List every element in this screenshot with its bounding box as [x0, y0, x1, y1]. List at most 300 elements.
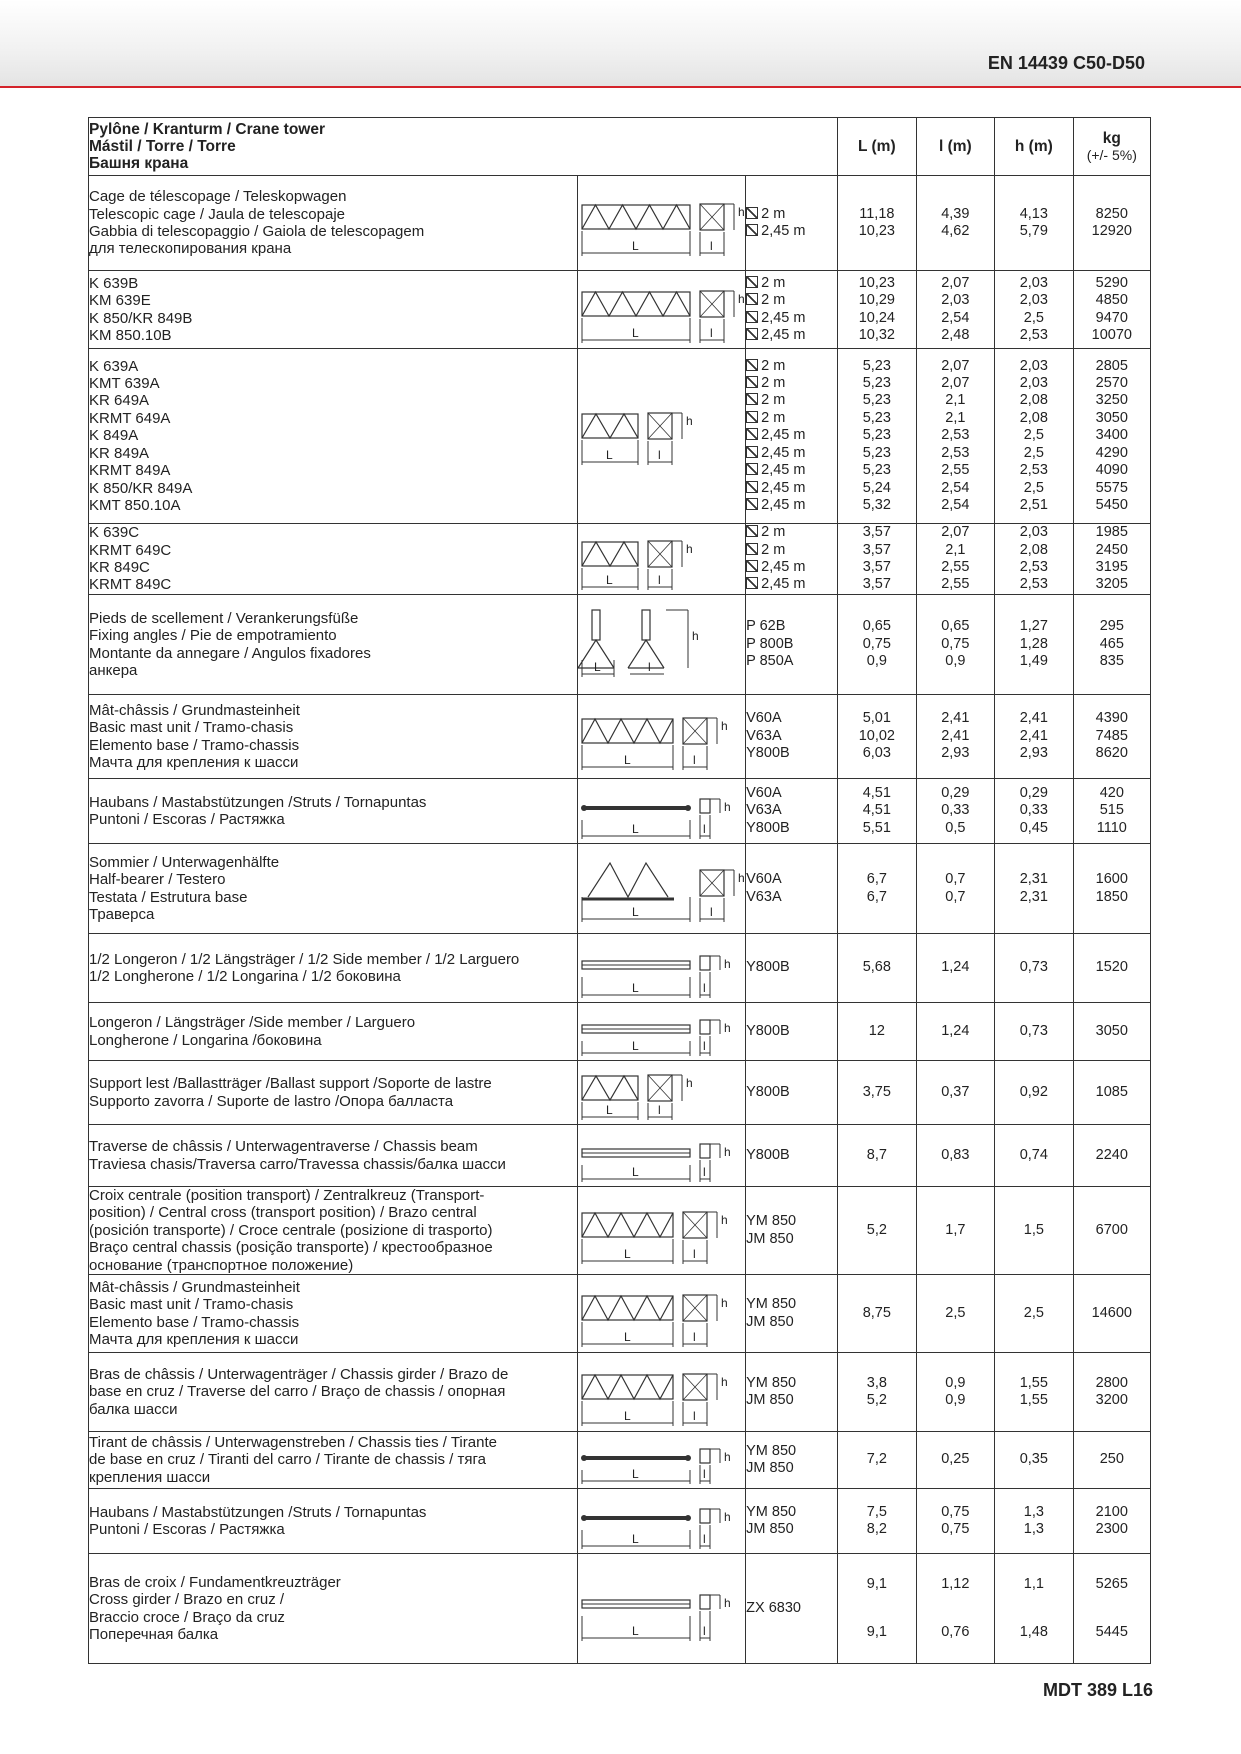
component-drawing	[577, 779, 745, 844]
component-description: K 639C KRMT 649C KR 849C KRMT 849C	[89, 524, 578, 595]
reference-value: 2,45 m	[761, 496, 806, 513]
square-section-icon	[746, 525, 758, 537]
height-value: 0,73	[1019, 1022, 1048, 1039]
reference-line	[746, 1392, 837, 1409]
height-value: 0,73	[1019, 959, 1048, 976]
component-drawing-svg	[578, 936, 731, 1001]
component-reference	[746, 1353, 838, 1432]
height-value: 4,13	[1019, 205, 1048, 222]
reference-line	[746, 410, 837, 427]
height-values	[995, 1187, 1074, 1275]
width-values	[916, 695, 995, 779]
component-description: K 639B KM 639E K 850/KR 849B KM 850.10B	[89, 271, 578, 349]
table-row	[89, 844, 1151, 934]
dimension-height-label: h	[685, 541, 693, 556]
reference-value: YM 850	[746, 1503, 797, 1520]
width-value: 2,93	[941, 745, 970, 762]
dimension-length-label: L	[623, 1246, 631, 1261]
reference-line	[746, 1314, 837, 1331]
weight-values	[1073, 176, 1150, 271]
component-description: K 639A KMT 639A KR 649A KRMT 649A K 849A KR 849A KRMT 849A K 850/KR 849A KMT 850.10A	[89, 349, 578, 524]
weight-values	[1073, 271, 1150, 349]
height-values	[995, 1061, 1074, 1125]
dimension-width-label: l	[709, 904, 713, 919]
dimension-height-label: h	[723, 956, 731, 971]
dimension-length-label: L	[623, 752, 631, 767]
length-value: 6,7	[866, 888, 887, 905]
weight-value: 8250	[1095, 205, 1128, 222]
height-value: 0,33	[1019, 802, 1048, 819]
dimension-width-label: l	[692, 1329, 696, 1344]
component-drawing	[577, 271, 745, 349]
weight-values	[1073, 1353, 1150, 1432]
length-values	[838, 176, 917, 271]
reference-value: P 800B	[746, 635, 794, 652]
width-values	[916, 595, 995, 695]
component-drawing-group	[581, 799, 731, 839]
square-section-icon	[746, 207, 758, 219]
length-value: 6,7	[866, 871, 887, 888]
weight-value: 3050	[1095, 409, 1128, 426]
width-value: 0,7	[945, 888, 966, 905]
reference-line	[746, 223, 837, 240]
length-values	[838, 1353, 917, 1432]
component-drawing-group	[582, 413, 693, 465]
reference-line	[746, 1023, 837, 1040]
square-section-icon	[746, 560, 758, 572]
length-value: 5,01	[862, 710, 891, 727]
height-values	[995, 1125, 1074, 1187]
length-value: 5,2	[866, 1221, 887, 1238]
length-value: 5,32	[862, 496, 891, 513]
dimension-length-label: L	[623, 1408, 631, 1423]
width-values	[916, 1489, 995, 1554]
length-value: 10,23	[858, 274, 895, 291]
component-description: Croix centrale (position transport) / Zentralkreuz (Transport- position) / Central cross (transport position) / Brazo central (posición transporte) / Croce centrale (posizione di trasporto) Braço central chassis (posição transporte) / крестообразное основание (транспортное положение)	[89, 1187, 578, 1275]
component-drawing	[577, 844, 745, 934]
component-drawing-group	[582, 1212, 728, 1264]
dimension-height-label: h	[691, 628, 699, 643]
reference-value: YM 850	[746, 1213, 797, 1230]
length-value: 9,1	[866, 1576, 887, 1593]
dimension-height-label: h	[720, 1295, 728, 1310]
height-value: 0,92	[1019, 1083, 1048, 1100]
dimension-width-label: l	[692, 1246, 696, 1261]
weight-values	[1073, 349, 1150, 524]
length-value: 8,7	[866, 1146, 887, 1163]
header-weight-unit: kg	[1102, 129, 1121, 147]
width-values	[916, 1125, 995, 1187]
component-drawing-svg	[578, 1189, 728, 1273]
height-values	[995, 595, 1074, 695]
reference-value: 2,45 m	[761, 326, 806, 343]
height-value: 0,35	[1019, 1451, 1048, 1468]
width-values	[916, 1275, 995, 1353]
width-value: 2,55	[941, 462, 970, 479]
weight-value: 4390	[1095, 710, 1128, 727]
reference-value: 2,45 m	[761, 223, 806, 239]
table-row	[89, 779, 1151, 844]
length-values	[838, 1489, 917, 1554]
reference-line	[746, 1460, 837, 1477]
table-row	[89, 1432, 1151, 1489]
component-drawing-group	[581, 1449, 731, 1484]
square-section-icon	[746, 481, 758, 493]
dimension-height-label: h	[685, 413, 693, 428]
table-row	[89, 1489, 1151, 1554]
weight-values	[1073, 1061, 1150, 1125]
dimension-height-label: h	[723, 1020, 731, 1035]
weight-value: 1600	[1095, 871, 1128, 888]
height-value: 1,48	[1019, 1623, 1048, 1640]
height-values	[995, 349, 1074, 524]
length-value: 10,32	[858, 326, 895, 343]
dimension-length-label: L	[593, 659, 601, 674]
dimension-width-label: l	[702, 1164, 706, 1179]
weight-value: 14600	[1091, 1304, 1132, 1321]
dimension-length-label: L	[605, 572, 613, 587]
reference-line	[746, 206, 837, 223]
reference-line	[746, 802, 837, 819]
width-values	[916, 1432, 995, 1489]
weight-value: 2570	[1095, 375, 1128, 392]
component-reference	[746, 1489, 838, 1554]
reference-value: V60A	[746, 784, 782, 801]
height-value: 2,03	[1019, 357, 1048, 374]
reference-value: 2,45 m	[761, 309, 806, 326]
component-drawing	[577, 1554, 745, 1664]
width-value: 2,1	[945, 409, 966, 426]
component-reference	[746, 1432, 838, 1489]
length-values	[838, 349, 917, 524]
weight-value: 4290	[1095, 444, 1128, 461]
reference-value: JM 850	[746, 1392, 794, 1409]
reference-value: P 850A	[746, 653, 794, 670]
reference-line	[746, 1504, 837, 1521]
table-row	[89, 595, 1151, 695]
dimension-length-label: L	[605, 1102, 613, 1117]
width-value: 2,54	[941, 479, 970, 496]
width-value: 2,41	[941, 710, 970, 727]
height-values	[995, 695, 1074, 779]
square-section-icon	[746, 293, 758, 305]
height-value: 2,03	[1019, 375, 1048, 392]
weight-value: 1985	[1095, 524, 1128, 541]
header-title	[89, 118, 838, 176]
header-rule	[0, 86, 1241, 88]
length-values	[838, 779, 917, 844]
height-value: 2,31	[1019, 871, 1048, 888]
dimension-length-label: L	[631, 1466, 639, 1481]
weight-value: 5290	[1095, 274, 1128, 291]
length-values	[838, 934, 917, 1003]
header-title-line: Mástil / Torre / Torre	[89, 138, 236, 155]
component-reference	[746, 595, 838, 695]
component-description: Bras de croix / Fundamentkreuzträger Cross girder / Brazo en cruz / Braccio croce / Braço da cruz Поперечная балка	[89, 1554, 578, 1664]
width-value: 2,07	[941, 274, 970, 291]
reference-line	[746, 462, 837, 479]
weight-value: 7485	[1095, 727, 1128, 744]
component-drawing-svg	[578, 526, 728, 593]
component-reference	[746, 1061, 838, 1125]
component-drawing-svg	[578, 1063, 728, 1123]
width-values	[916, 524, 995, 595]
component-drawing	[577, 934, 745, 1003]
component-reference	[746, 1275, 838, 1353]
width-value: 0,65	[941, 618, 970, 635]
length-value: 10,24	[858, 309, 895, 326]
component-drawing-svg	[578, 1277, 728, 1351]
component-reference	[746, 1003, 838, 1061]
weight-values	[1073, 1003, 1150, 1061]
reference-line	[746, 1375, 837, 1392]
length-values	[838, 271, 917, 349]
component-drawing-svg	[578, 273, 745, 347]
component-drawing-group	[581, 1509, 731, 1549]
component-description: Traverse de châssis / Unterwagentraverse / Chassis beam Traviesa chasis/Traversa carro/Travessa chassis/балка шасси	[89, 1125, 578, 1187]
square-section-icon	[746, 543, 758, 555]
component-description: Sommier / Unterwagenhälfte Half-bearer / Testero Testata / Estrutura base Траверса	[89, 844, 578, 934]
dimension-height-label: h	[723, 799, 731, 814]
reference-line	[746, 1147, 837, 1164]
width-value: 0,9	[945, 653, 966, 670]
component-drawing-group	[582, 291, 745, 343]
component-reference	[746, 779, 838, 844]
reference-value: JM 850	[746, 1460, 794, 1477]
dimension-height-label: h	[737, 291, 745, 306]
width-values	[916, 779, 995, 844]
height-values	[995, 524, 1074, 595]
width-value: 1,24	[941, 959, 970, 976]
width-value: 2,55	[941, 576, 970, 593]
length-value: 4,51	[862, 784, 891, 801]
reference-value: 2 m	[761, 524, 786, 541]
length-value: 5,68	[862, 959, 891, 976]
length-value: 4,51	[862, 802, 891, 819]
table-row	[89, 1275, 1151, 1353]
reference-value: 2,45 m	[761, 576, 806, 593]
component-description: Haubans / Mastabstützungen /Struts / Tornapuntas Puntoni / Escoras / Растяжка	[89, 1489, 578, 1554]
width-value: 0,75	[941, 635, 970, 652]
table-row	[89, 1125, 1151, 1187]
component-reference	[746, 1187, 838, 1275]
component-reference	[746, 844, 838, 934]
reference-line	[746, 745, 837, 762]
weight-value: 3200	[1095, 1392, 1128, 1409]
reference-line	[746, 1231, 837, 1248]
component-drawing-group	[582, 204, 745, 256]
height-values	[995, 1275, 1074, 1353]
width-value: 2,41	[941, 727, 970, 744]
height-value: 0,74	[1019, 1146, 1048, 1163]
table-row	[89, 271, 1151, 349]
component-reference	[746, 1125, 838, 1187]
width-value: 0,9	[945, 1392, 966, 1409]
dimension-length-label: L	[623, 1329, 631, 1344]
dimension-height-label: h	[723, 1449, 731, 1464]
width-value: 1,12	[941, 1576, 970, 1593]
weight-value: 5575	[1095, 479, 1128, 496]
dimension-height-label: h	[737, 870, 745, 885]
reference-value: YM 850	[746, 1374, 797, 1391]
width-value: 0,75	[941, 1521, 970, 1538]
length-value: 7,5	[866, 1503, 887, 1520]
component-drawing-svg	[578, 846, 745, 932]
dimension-width-label: l	[647, 659, 651, 674]
height-value: 0,45	[1019, 819, 1048, 836]
component-drawing-svg	[578, 1434, 731, 1487]
weight-value: 1520	[1095, 959, 1128, 976]
length-value: 5,51	[862, 819, 891, 836]
height-value: 2,03	[1019, 524, 1048, 541]
reference-value: 2 m	[761, 409, 786, 426]
width-values	[916, 1003, 995, 1061]
width-values	[916, 1353, 995, 1432]
weight-value: 2800	[1095, 1374, 1128, 1391]
reference-line	[746, 275, 837, 292]
width-values	[916, 176, 995, 271]
dimension-length-label: L	[631, 1164, 639, 1179]
reference-value: Y800B	[746, 959, 790, 976]
reference-line	[746, 728, 837, 745]
component-description: Mât-châssis / Grundmasteinheit Basic mast unit / Tramo-chasis Elemento base / Tramo-chassis Мачта для крепления к шасси	[89, 695, 578, 779]
weight-values	[1073, 934, 1150, 1003]
length-value: 0,9	[866, 653, 887, 670]
header-width: l (m)	[916, 118, 995, 176]
reference-value: 2 m	[761, 274, 786, 291]
dimension-width-label: l	[702, 1531, 706, 1546]
document-code: MDT 389 L16	[1042, 1680, 1153, 1700]
weight-value: 465	[1099, 635, 1124, 652]
weight-value: 2300	[1095, 1521, 1128, 1538]
reference-line	[746, 497, 837, 514]
height-value: 2,5	[1023, 444, 1044, 461]
header-weight	[1073, 118, 1150, 176]
reference-value: YM 850	[746, 1296, 797, 1313]
reference-line	[746, 392, 837, 409]
component-description: Support lest /Ballastträger /Ballast support /Soporte de lastre Supporto zavorra / Suporte de lastro /Опора балласта	[89, 1061, 578, 1125]
component-drawing	[577, 1353, 745, 1432]
dimension-width-label: l	[657, 1102, 661, 1117]
height-value: 2,08	[1019, 541, 1048, 558]
height-value: 1,3	[1023, 1503, 1044, 1520]
dimension-height-label: h	[723, 1144, 731, 1159]
height-value: 1,1	[1023, 1576, 1044, 1593]
width-value: 2,54	[941, 496, 970, 513]
width-value: 2,03	[941, 292, 970, 309]
width-value: 0,7	[945, 871, 966, 888]
component-description: Pieds de scellement / Verankerungsfüße Fixing angles / Pie de empotramiento Montante da annegare / Angulos fixadores анкера	[89, 595, 578, 695]
reference-value: JM 850	[746, 1230, 794, 1247]
width-value: 0,5	[945, 819, 966, 836]
component-drawing-svg	[578, 597, 728, 693]
weight-value: 420	[1099, 784, 1124, 801]
reference-value: 2,45 m	[761, 559, 806, 575]
reference-value: YM 850	[746, 1442, 797, 1459]
dimension-width-label: l	[692, 752, 696, 767]
dimension-height-label: h	[723, 1595, 731, 1610]
reference-line	[746, 375, 837, 392]
weight-value: 5265	[1095, 1576, 1128, 1593]
length-value: 5,23	[862, 357, 891, 374]
width-value: 2,5	[945, 1304, 966, 1321]
dimension-length-label: L	[631, 980, 639, 995]
height-value: 2,5	[1023, 479, 1044, 496]
width-values	[916, 1061, 995, 1125]
dimension-width-label: l	[702, 980, 706, 995]
reference-line	[746, 480, 837, 497]
height-values	[995, 934, 1074, 1003]
dimension-width-label: l	[657, 447, 661, 462]
length-value: 5,23	[862, 409, 891, 426]
reference-line	[746, 542, 837, 559]
table-row	[89, 524, 1151, 595]
reference-value: 2 m	[761, 392, 786, 409]
weight-value: 6700	[1095, 1221, 1128, 1238]
component-drawing-group	[582, 541, 693, 590]
reference-value: 2,45 m	[761, 427, 806, 444]
weight-values	[1073, 524, 1150, 595]
reference-value: V60A	[746, 871, 782, 888]
width-value: 2,53	[941, 444, 970, 461]
width-values	[916, 271, 995, 349]
reference-value: Y800B	[746, 1083, 790, 1100]
length-value: 10,23	[858, 223, 895, 239]
dimension-height-label: h	[720, 1374, 728, 1389]
reference-line	[746, 445, 837, 462]
reference-value: 2,45 m	[761, 462, 806, 479]
component-drawing-group	[582, 1295, 728, 1347]
weight-value: 250	[1099, 1451, 1124, 1468]
weight-value: 3250	[1095, 392, 1128, 409]
dimension-height-label: h	[737, 204, 745, 219]
reference-value: 2,45 m	[761, 479, 806, 496]
length-value: 7,2	[866, 1451, 887, 1468]
square-section-icon	[746, 328, 758, 340]
weight-values	[1073, 1125, 1150, 1187]
width-value: 2,07	[941, 357, 970, 374]
width-value: 0,37	[941, 1083, 970, 1100]
component-drawing-svg	[578, 1355, 728, 1430]
height-values	[995, 844, 1074, 934]
weight-value: 2805	[1095, 357, 1128, 374]
square-section-icon	[746, 276, 758, 288]
weight-value: 515	[1099, 802, 1124, 819]
height-values	[995, 779, 1074, 844]
component-drawing-svg	[578, 1491, 731, 1552]
weight-value: 3400	[1095, 427, 1128, 444]
header-height: h (m)	[995, 118, 1074, 176]
length-value: 8,75	[862, 1304, 891, 1321]
square-section-icon	[746, 224, 758, 236]
width-value: 2,07	[941, 375, 970, 392]
reference-value: Y800B	[746, 1022, 790, 1039]
length-values	[838, 844, 917, 934]
reference-value: JM 850	[746, 1313, 794, 1330]
height-value: 2,5	[1023, 309, 1044, 326]
table-row	[89, 1187, 1151, 1275]
weight-value: 2240	[1095, 1146, 1128, 1163]
reference-value: 2 m	[761, 357, 786, 374]
reference-line	[746, 820, 837, 837]
weight-value: 3050	[1095, 1022, 1128, 1039]
width-values	[916, 1187, 995, 1275]
length-value: 3,8	[866, 1374, 887, 1391]
height-value: 2,41	[1019, 727, 1048, 744]
length-value: 11,18	[859, 205, 895, 222]
component-drawing	[577, 1187, 745, 1275]
height-value: 0,29	[1019, 784, 1048, 801]
